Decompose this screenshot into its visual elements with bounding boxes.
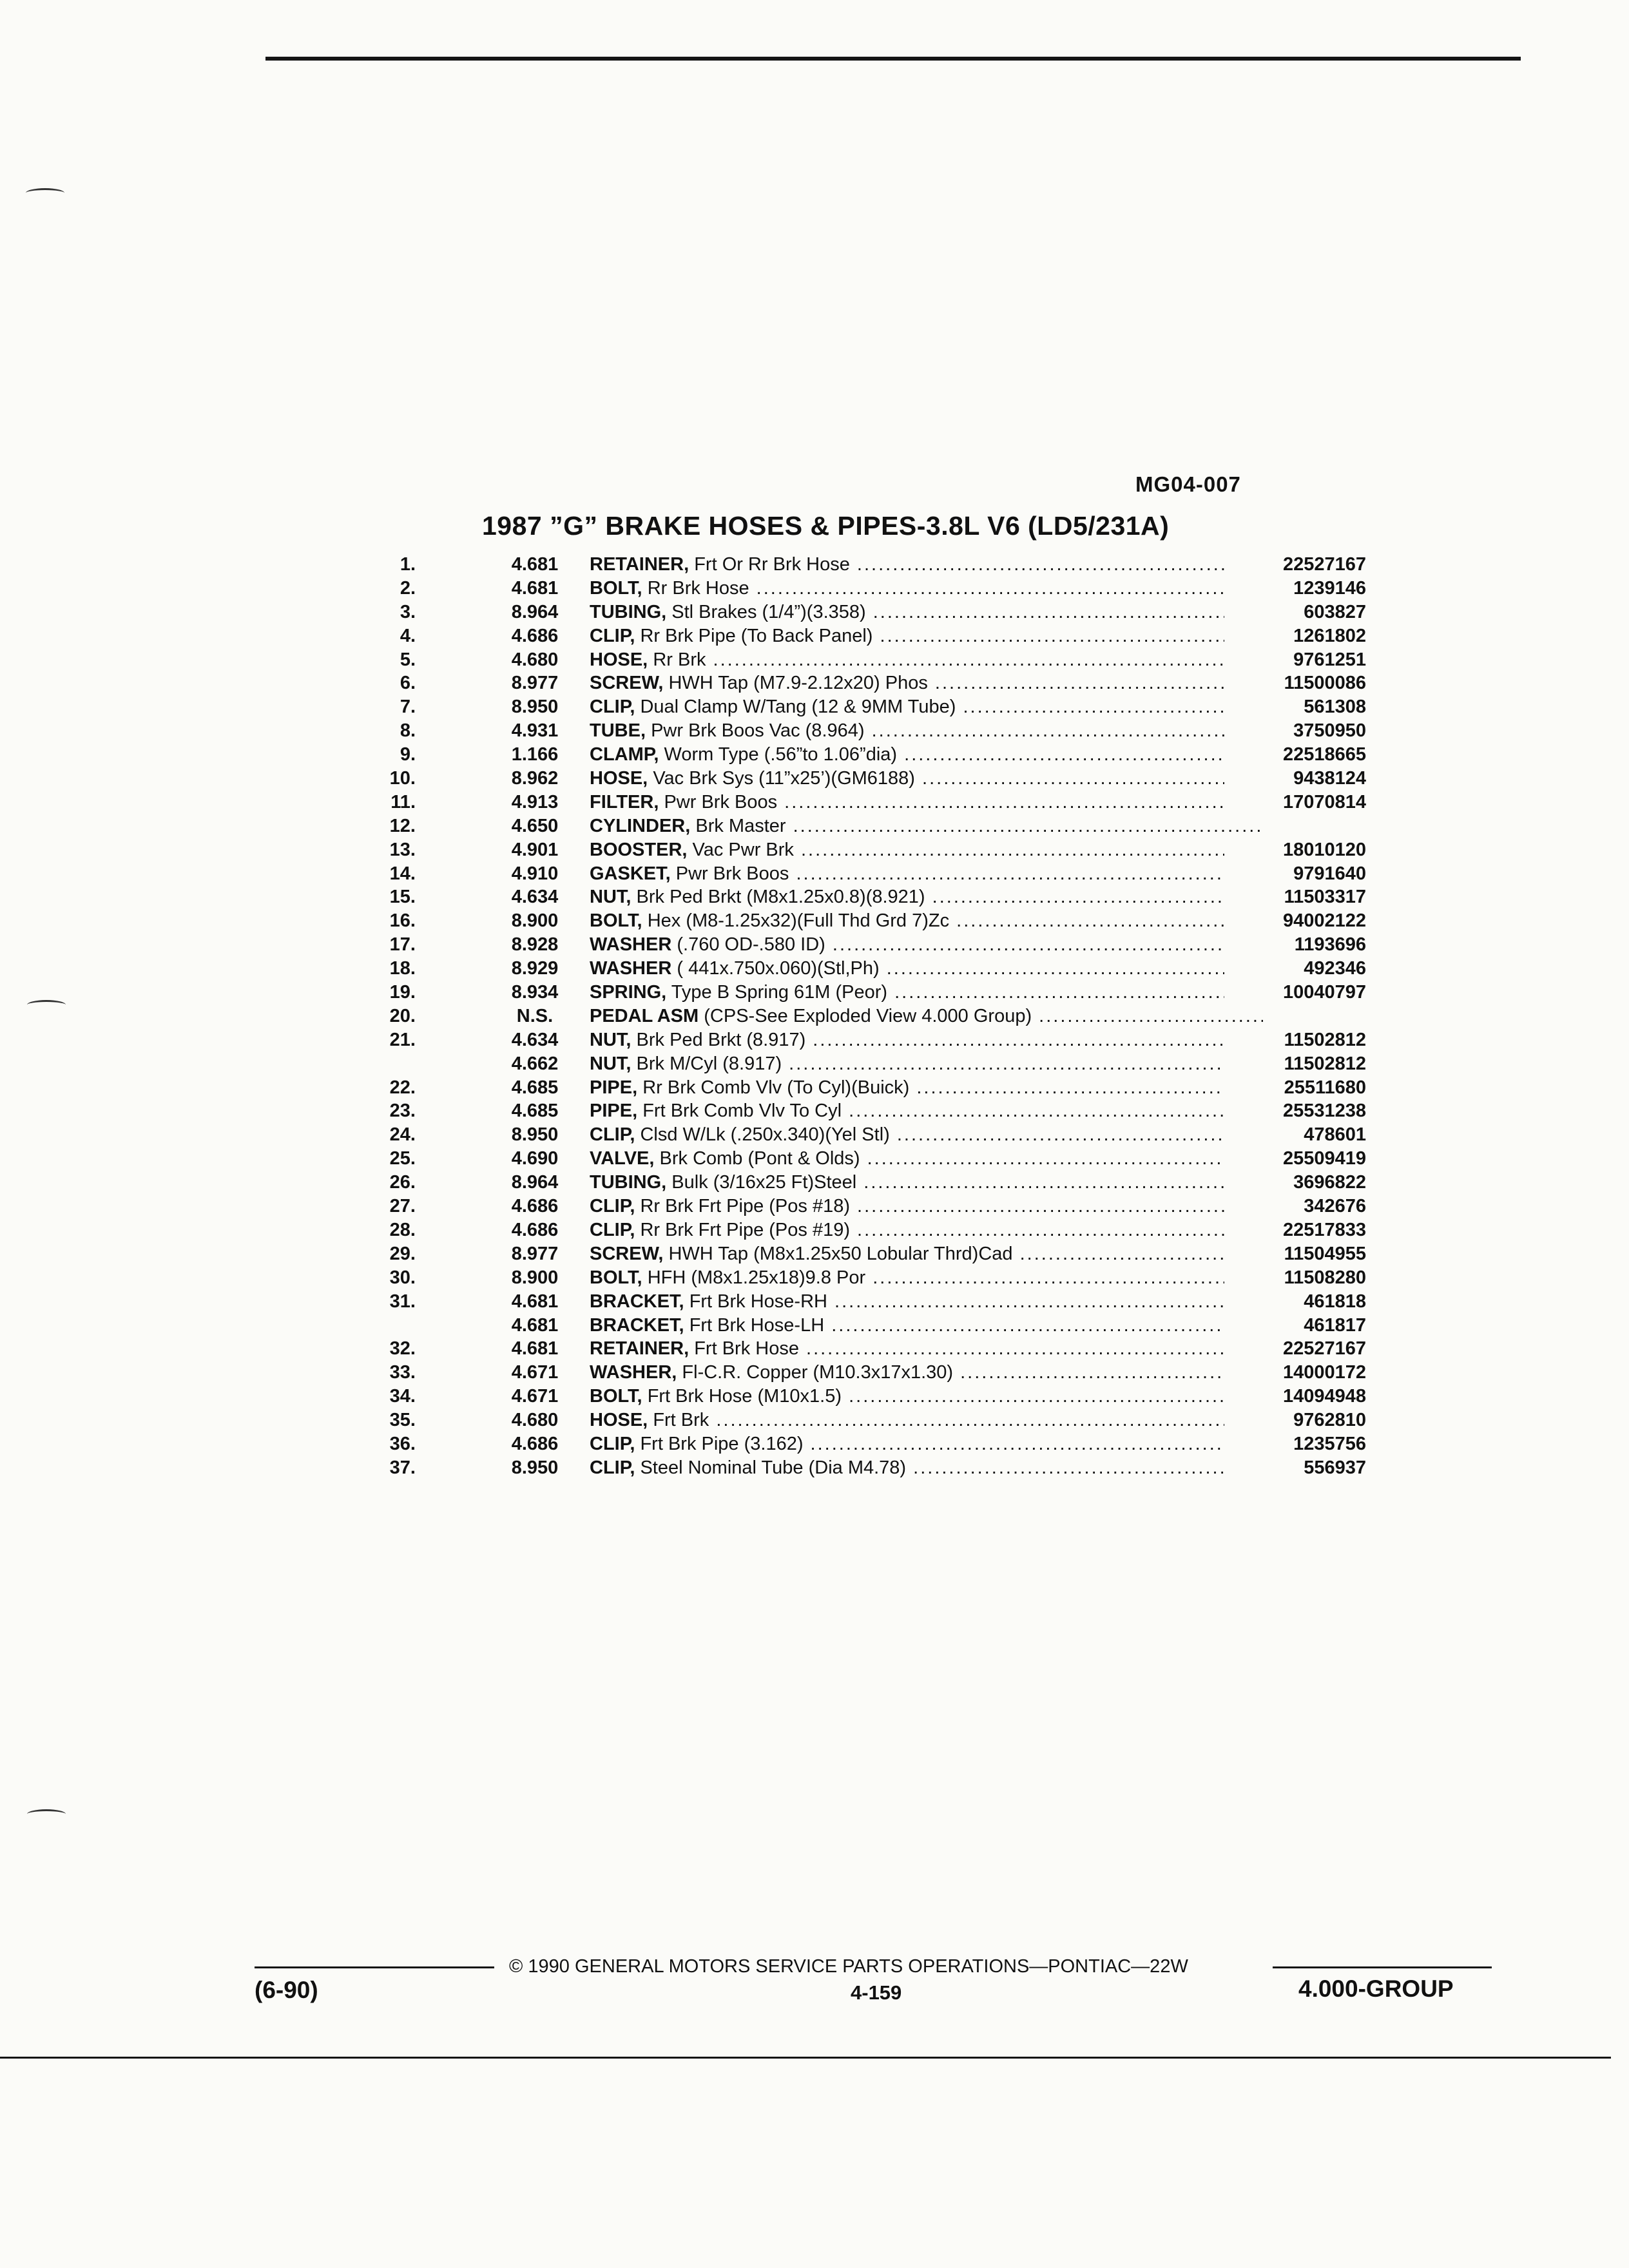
part-name: SCREW, bbox=[590, 1243, 664, 1264]
part-row bbox=[361, 1004, 1366, 1028]
part-name: HOSE, bbox=[590, 649, 648, 670]
page-number: 4-159 bbox=[851, 1981, 902, 2004]
page-title: 1987 ”G” BRAKE HOSES & PIPES-3.8L V6 (LD5/231A) bbox=[482, 511, 1170, 541]
group-number: 4.681 bbox=[511, 1291, 559, 1312]
item-number: 24. bbox=[389, 1124, 416, 1146]
part-row bbox=[361, 1314, 1366, 1338]
part-row bbox=[361, 1290, 1366, 1314]
part-detail: Hex (M8-1.25x32)(Full Thd Grd 7)Zc ..... bbox=[648, 910, 1263, 931]
item-number: 29. bbox=[389, 1243, 416, 1264]
part-name: NUT, bbox=[590, 1029, 631, 1050]
part-name: HOSE, bbox=[590, 768, 648, 789]
part-row bbox=[361, 838, 1366, 862]
item-number: 9. bbox=[400, 744, 416, 765]
part-number: 22518665 bbox=[1224, 743, 1366, 767]
part-name: SPRING, bbox=[590, 982, 667, 1003]
group-number: 4.650 bbox=[511, 815, 559, 836]
group-number: 4.686 bbox=[511, 1433, 559, 1454]
part-name: CLIP, bbox=[590, 1457, 635, 1478]
group-number: 4.680 bbox=[511, 1410, 559, 1431]
item-number: 7. bbox=[400, 697, 416, 718]
group-number: 4.681 bbox=[511, 1314, 559, 1336]
group-number: 4.662 bbox=[511, 1053, 559, 1074]
item-number: 22. bbox=[389, 1077, 416, 1098]
part-detail: Fl-C.R. Copper (M10.3x17x1.30) ..... bbox=[682, 1362, 1263, 1383]
item-number: 5. bbox=[400, 649, 416, 670]
part-number: 22517833 bbox=[1224, 1218, 1366, 1242]
part-detail: Brk Master ..... bbox=[695, 816, 1263, 836]
part-name: TUBING, bbox=[590, 1172, 667, 1193]
part-row bbox=[361, 624, 1366, 648]
part-detail: Brk M/Cyl (8.917) ..... bbox=[637, 1053, 1263, 1074]
parts-list bbox=[361, 553, 1366, 1480]
part-name: CLIP, bbox=[590, 625, 635, 646]
part-row bbox=[361, 791, 1366, 814]
part-detail: Frt Brk Comb Vlv To Cyl ..... bbox=[642, 1100, 1263, 1121]
part-detail: Frt Brk ..... bbox=[653, 1410, 1263, 1430]
item-number: 16. bbox=[389, 910, 416, 932]
item-number: 35. bbox=[389, 1410, 416, 1431]
part-description bbox=[590, 624, 1263, 648]
group-number: 4.686 bbox=[511, 1219, 559, 1240]
group-number: 8.900 bbox=[511, 1267, 559, 1288]
part-name: WASHER bbox=[590, 934, 672, 956]
part-row bbox=[361, 1195, 1366, 1218]
part-number: 11502812 bbox=[1224, 1028, 1366, 1052]
part-description bbox=[590, 743, 1263, 767]
part-description bbox=[590, 1385, 1263, 1408]
group-number: 8.929 bbox=[511, 958, 559, 979]
item-number: 19. bbox=[389, 982, 416, 1003]
part-detail: Brk Comb (Pont & Olds) ..... bbox=[660, 1148, 1263, 1169]
part-detail: Brk Ped Brkt (8.917) ..... bbox=[637, 1030, 1263, 1050]
group-number: 4.634 bbox=[511, 1029, 559, 1050]
margin-mark bbox=[27, 1000, 66, 1010]
part-description bbox=[590, 695, 1263, 719]
part-number: 18010120 bbox=[1224, 838, 1366, 862]
part-row bbox=[361, 1123, 1366, 1147]
part-row bbox=[361, 719, 1366, 743]
part-row bbox=[361, 1385, 1366, 1408]
part-number: 3696822 bbox=[1224, 1171, 1366, 1195]
part-description bbox=[590, 957, 1263, 981]
top-rule bbox=[265, 57, 1521, 61]
group-number: 4.686 bbox=[511, 625, 559, 646]
part-number: 94002122 bbox=[1224, 909, 1366, 933]
part-name: CYLINDER, bbox=[590, 815, 691, 836]
part-description bbox=[590, 601, 1263, 624]
part-row bbox=[361, 648, 1366, 672]
part-number: 1261802 bbox=[1224, 624, 1366, 648]
part-number: 9761251 bbox=[1224, 648, 1366, 672]
part-detail: Brk Ped Brkt (M8x1.25x0.8)(8.921) ..... bbox=[637, 887, 1263, 907]
part-description bbox=[590, 1171, 1263, 1195]
footer-rule-right bbox=[1273, 1966, 1492, 1968]
part-detail: HWH Tap (M8x1.25x50 Lobular Thrd)Cad ..... bbox=[668, 1244, 1263, 1264]
item-number: 2. bbox=[400, 577, 416, 599]
part-detail: Dual Clamp W/Tang (12 & 9MM Tube) ..... bbox=[640, 697, 1263, 717]
item-number: 23. bbox=[389, 1100, 416, 1122]
part-name: CLIP, bbox=[590, 1433, 635, 1454]
part-detail: Frt Or Rr Brk Hose ..... bbox=[694, 554, 1263, 575]
group-number: 4.634 bbox=[511, 887, 559, 908]
group-number: 8.977 bbox=[511, 1243, 559, 1264]
part-description bbox=[590, 1099, 1263, 1123]
part-description bbox=[590, 1266, 1263, 1290]
part-description bbox=[590, 909, 1263, 933]
part-description bbox=[590, 1076, 1263, 1100]
part-row bbox=[361, 1171, 1366, 1195]
part-detail: Frt Brk Hose (M10x1.5) ..... bbox=[648, 1386, 1263, 1407]
part-description bbox=[590, 553, 1263, 577]
item-number: 4. bbox=[400, 625, 416, 646]
part-row bbox=[361, 933, 1366, 957]
group-number: 4.681 bbox=[511, 577, 559, 599]
part-row bbox=[361, 1432, 1366, 1456]
group-number: 4.671 bbox=[511, 1362, 559, 1383]
part-detail: Frt Brk Hose ..... bbox=[694, 1338, 1263, 1359]
group-number: 4.681 bbox=[511, 554, 559, 575]
part-number: 25511680 bbox=[1224, 1076, 1366, 1100]
part-number: 1193696 bbox=[1224, 933, 1366, 957]
part-name: BOLT, bbox=[590, 1267, 642, 1288]
item-number: 15. bbox=[389, 887, 416, 908]
part-row bbox=[361, 1337, 1366, 1361]
part-number: 603827 bbox=[1224, 601, 1366, 624]
part-description bbox=[590, 1432, 1263, 1456]
group-number: 4.686 bbox=[511, 1196, 559, 1217]
group-number: 4.690 bbox=[511, 1148, 559, 1169]
part-name: WASHER bbox=[590, 958, 672, 979]
part-name: PIPE, bbox=[590, 1100, 638, 1122]
part-row bbox=[361, 1218, 1366, 1242]
part-detail: Bulk (3/16x25 Ft)Steel ..... bbox=[671, 1172, 1263, 1193]
part-description bbox=[590, 885, 1263, 909]
part-number: 9438124 bbox=[1224, 767, 1366, 791]
part-number: 9791640 bbox=[1224, 862, 1366, 886]
part-row bbox=[361, 1456, 1366, 1480]
part-number: 11500086 bbox=[1224, 671, 1366, 695]
part-description bbox=[590, 1314, 1263, 1338]
part-number: 22527167 bbox=[1224, 1337, 1366, 1361]
part-number: 478601 bbox=[1224, 1123, 1366, 1147]
group-number: 8.977 bbox=[511, 673, 559, 694]
part-detail: Rr Brk Comb Vlv (To Cyl)(Buick) ..... bbox=[642, 1077, 1263, 1098]
part-description bbox=[590, 814, 1263, 838]
part-detail: Clsd W/Lk (.250x.340)(Yel Stl) ..... bbox=[640, 1124, 1263, 1145]
part-name: GASKET, bbox=[590, 863, 671, 884]
group-label: 4.000-GROUP bbox=[1298, 1975, 1454, 2002]
part-name: PIPE, bbox=[590, 1077, 638, 1098]
group-number: 4.910 bbox=[511, 863, 559, 884]
part-name: CLIP, bbox=[590, 1196, 635, 1217]
item-number: 28. bbox=[389, 1219, 416, 1240]
part-description bbox=[590, 1361, 1263, 1385]
part-number: 10040797 bbox=[1224, 981, 1366, 1004]
part-number: 17070814 bbox=[1224, 791, 1366, 814]
part-row bbox=[361, 601, 1366, 624]
part-detail: HFH (M8x1.25x18)9.8 Por ..... bbox=[648, 1267, 1263, 1288]
part-description bbox=[590, 1408, 1263, 1432]
part-detail: Worm Type (.56”to 1.06”dia) ..... bbox=[664, 744, 1263, 765]
part-name: NUT, bbox=[590, 887, 631, 908]
part-description bbox=[590, 791, 1263, 814]
part-row bbox=[361, 695, 1366, 719]
group-number: 8.950 bbox=[511, 1457, 559, 1478]
part-description bbox=[590, 671, 1263, 695]
item-number: 36. bbox=[389, 1433, 416, 1454]
part-row bbox=[361, 743, 1366, 767]
part-row bbox=[361, 1099, 1366, 1123]
group-number: 8.934 bbox=[511, 982, 559, 1003]
part-detail: Rr Brk Hose ..... bbox=[648, 578, 1263, 599]
group-number: 4.913 bbox=[511, 791, 559, 812]
part-detail: Rr Brk Frt Pipe (Pos #18) ..... bbox=[640, 1196, 1263, 1216]
group-number: 4.901 bbox=[511, 839, 559, 860]
part-number: 25531238 bbox=[1224, 1099, 1366, 1123]
part-description bbox=[590, 1052, 1263, 1076]
part-description bbox=[590, 933, 1263, 957]
part-row bbox=[361, 1147, 1366, 1171]
part-description bbox=[590, 981, 1263, 1004]
item-number: 33. bbox=[389, 1362, 416, 1383]
part-detail: Vac Pwr Brk ..... bbox=[693, 840, 1263, 860]
group-number: 4.685 bbox=[511, 1100, 559, 1122]
part-detail: (CPS-See Exploded View 4.000 Group) ..... bbox=[704, 1006, 1263, 1026]
part-name: PEDAL ASM bbox=[590, 1005, 699, 1026]
part-detail: Frt Brk Pipe (3.162) ..... bbox=[640, 1434, 1263, 1454]
margin-mark bbox=[27, 1809, 66, 1819]
part-number: 1239146 bbox=[1224, 577, 1366, 601]
part-detail: Frt Brk Hose-RH ..... bbox=[689, 1291, 1263, 1312]
part-number: 561308 bbox=[1224, 695, 1366, 719]
part-row bbox=[361, 1076, 1366, 1100]
part-description bbox=[590, 1290, 1263, 1314]
part-number: 461817 bbox=[1224, 1314, 1366, 1338]
part-detail: (.760 OD-.580 ID) ..... bbox=[677, 934, 1263, 955]
part-description bbox=[590, 838, 1263, 862]
group-number: 8.950 bbox=[511, 1124, 559, 1146]
part-number: 461818 bbox=[1224, 1290, 1366, 1314]
item-number: 31. bbox=[389, 1291, 416, 1312]
part-name: HOSE, bbox=[590, 1410, 648, 1431]
part-description bbox=[590, 1456, 1263, 1480]
part-name: RETAINER, bbox=[590, 554, 689, 575]
part-name: SCREW, bbox=[590, 673, 664, 694]
item-number: 13. bbox=[389, 839, 416, 860]
copyright-line: © 1990 GENERAL MOTORS SERVICE PARTS OPERATIONS—PONTIAC—22W bbox=[509, 1956, 1188, 1977]
item-number: 37. bbox=[389, 1457, 416, 1478]
group-number: 8.964 bbox=[511, 1172, 559, 1193]
item-number: 20. bbox=[389, 1005, 416, 1026]
group-number: 1.166 bbox=[511, 744, 559, 765]
part-row bbox=[361, 1052, 1366, 1076]
part-number: 14094948 bbox=[1224, 1385, 1366, 1408]
item-number: 1. bbox=[400, 554, 416, 575]
group-number: 8.928 bbox=[511, 934, 559, 956]
part-row bbox=[361, 553, 1366, 577]
part-name: BOLT, bbox=[590, 910, 642, 932]
part-name: BOLT, bbox=[590, 577, 642, 599]
part-row bbox=[361, 885, 1366, 909]
part-row bbox=[361, 577, 1366, 601]
group-number: 4.680 bbox=[511, 649, 559, 670]
item-number: 10. bbox=[389, 768, 416, 789]
part-number: 3750950 bbox=[1224, 719, 1366, 743]
part-name: CLIP, bbox=[590, 1219, 635, 1240]
part-name: BRACKET, bbox=[590, 1291, 684, 1312]
group-number: N.S. bbox=[516, 1005, 554, 1026]
part-number: 22527167 bbox=[1224, 553, 1366, 577]
part-detail: Stl Brakes (1/4”)(3.358) ..... bbox=[671, 602, 1263, 622]
part-number: 342676 bbox=[1224, 1195, 1366, 1218]
part-description bbox=[590, 648, 1263, 672]
part-description bbox=[590, 1004, 1263, 1028]
part-detail: Rr Brk Pipe (To Back Panel) ..... bbox=[640, 626, 1263, 646]
part-row bbox=[361, 1361, 1366, 1385]
group-number: 8.964 bbox=[511, 601, 559, 622]
part-detail: Pwr Brk Boos ..... bbox=[676, 863, 1263, 884]
group-number: 4.685 bbox=[511, 1077, 559, 1098]
bottom-rule bbox=[0, 2057, 1611, 2059]
part-description bbox=[590, 577, 1263, 601]
part-number: 11504955 bbox=[1224, 1242, 1366, 1266]
part-detail: Rr Brk Frt Pipe (Pos #19) ..... bbox=[640, 1220, 1263, 1240]
part-number: 9762810 bbox=[1224, 1408, 1366, 1432]
part-name: RETAINER, bbox=[590, 1338, 689, 1360]
group-number: 8.900 bbox=[511, 910, 559, 932]
item-number: 11. bbox=[390, 791, 416, 812]
part-name: TUBE, bbox=[590, 720, 646, 742]
footer-rule-left bbox=[255, 1966, 494, 1968]
part-description bbox=[590, 1195, 1263, 1218]
part-row bbox=[361, 1028, 1366, 1052]
part-name: CLAMP, bbox=[590, 744, 659, 765]
part-row bbox=[361, 981, 1366, 1004]
item-number: 17. bbox=[389, 934, 416, 956]
part-detail: Pwr Brk Boos ..... bbox=[664, 792, 1263, 812]
part-row bbox=[361, 767, 1366, 791]
item-number: 34. bbox=[389, 1386, 416, 1407]
illustration-code: MG04-007 bbox=[1135, 472, 1241, 496]
part-description bbox=[590, 719, 1263, 743]
part-detail: Steel Nominal Tube (Dia M4.78) ..... bbox=[640, 1457, 1263, 1478]
part-description bbox=[590, 1147, 1263, 1171]
part-name: VALVE, bbox=[590, 1148, 655, 1169]
part-name: CLIP, bbox=[590, 697, 635, 718]
part-description bbox=[590, 862, 1263, 886]
group-number: 8.962 bbox=[511, 768, 559, 789]
part-row bbox=[361, 957, 1366, 981]
part-row bbox=[361, 862, 1366, 886]
item-number: 27. bbox=[389, 1196, 416, 1217]
item-number: 3. bbox=[400, 601, 416, 622]
part-name: BOOSTER, bbox=[590, 839, 688, 860]
part-name: BRACKET, bbox=[590, 1314, 684, 1336]
part-description bbox=[590, 767, 1263, 791]
revision-date: (6-90) bbox=[255, 1977, 318, 2003]
part-description bbox=[590, 1218, 1263, 1242]
part-number: 11503317 bbox=[1224, 885, 1366, 909]
part-name: TUBING, bbox=[590, 601, 667, 622]
part-number: 14000172 bbox=[1224, 1361, 1366, 1385]
part-detail: ( 441x.750x.060)(Stl,Ph) ..... bbox=[677, 958, 1263, 979]
part-row bbox=[361, 1408, 1366, 1432]
item-number: 14. bbox=[389, 863, 416, 884]
item-number: 8. bbox=[400, 720, 416, 742]
group-number: 4.931 bbox=[511, 720, 559, 742]
part-row bbox=[361, 1266, 1366, 1290]
part-number: 1235756 bbox=[1224, 1432, 1366, 1456]
part-name: BOLT, bbox=[590, 1386, 642, 1407]
part-detail: Vac Brk Sys (11”x25’)(GM6188) ..... bbox=[653, 768, 1263, 789]
item-number: 12. bbox=[389, 815, 416, 836]
group-number: 4.671 bbox=[511, 1386, 559, 1407]
part-row bbox=[361, 814, 1366, 838]
part-detail: Frt Brk Hose-LH ..... bbox=[689, 1315, 1263, 1336]
part-name: FILTER, bbox=[590, 791, 659, 812]
part-name: WASHER, bbox=[590, 1362, 677, 1383]
margin-mark bbox=[26, 188, 64, 198]
part-number: 25509419 bbox=[1224, 1147, 1366, 1171]
item-number: 25. bbox=[389, 1148, 416, 1169]
part-number: 11502812 bbox=[1224, 1052, 1366, 1076]
item-number: 21. bbox=[389, 1029, 416, 1050]
part-row bbox=[361, 1242, 1366, 1266]
part-description bbox=[590, 1337, 1263, 1361]
part-number: 556937 bbox=[1224, 1456, 1366, 1480]
part-detail: Type B Spring 61M (Peor) ..... bbox=[671, 982, 1263, 1003]
item-number: 6. bbox=[400, 673, 416, 694]
part-name: NUT, bbox=[590, 1053, 631, 1074]
item-number: 26. bbox=[389, 1172, 416, 1193]
item-number: 30. bbox=[389, 1267, 416, 1288]
part-description bbox=[590, 1028, 1263, 1052]
part-name: CLIP, bbox=[590, 1124, 635, 1146]
item-number: 32. bbox=[389, 1338, 416, 1360]
part-number: 11508280 bbox=[1224, 1266, 1366, 1290]
part-row bbox=[361, 909, 1366, 933]
part-description bbox=[590, 1123, 1263, 1147]
group-number: 8.950 bbox=[511, 697, 559, 718]
part-detail: Rr Brk ..... bbox=[653, 649, 1263, 670]
part-detail: HWH Tap (M7.9-2.12x20) Phos ..... bbox=[668, 673, 1263, 693]
part-detail: Pwr Brk Boos Vac (8.964) ..... bbox=[651, 720, 1263, 741]
item-number: 18. bbox=[389, 958, 416, 979]
part-row bbox=[361, 671, 1366, 695]
part-number: 492346 bbox=[1224, 957, 1366, 981]
part-description bbox=[590, 1242, 1263, 1266]
group-number: 4.681 bbox=[511, 1338, 559, 1360]
